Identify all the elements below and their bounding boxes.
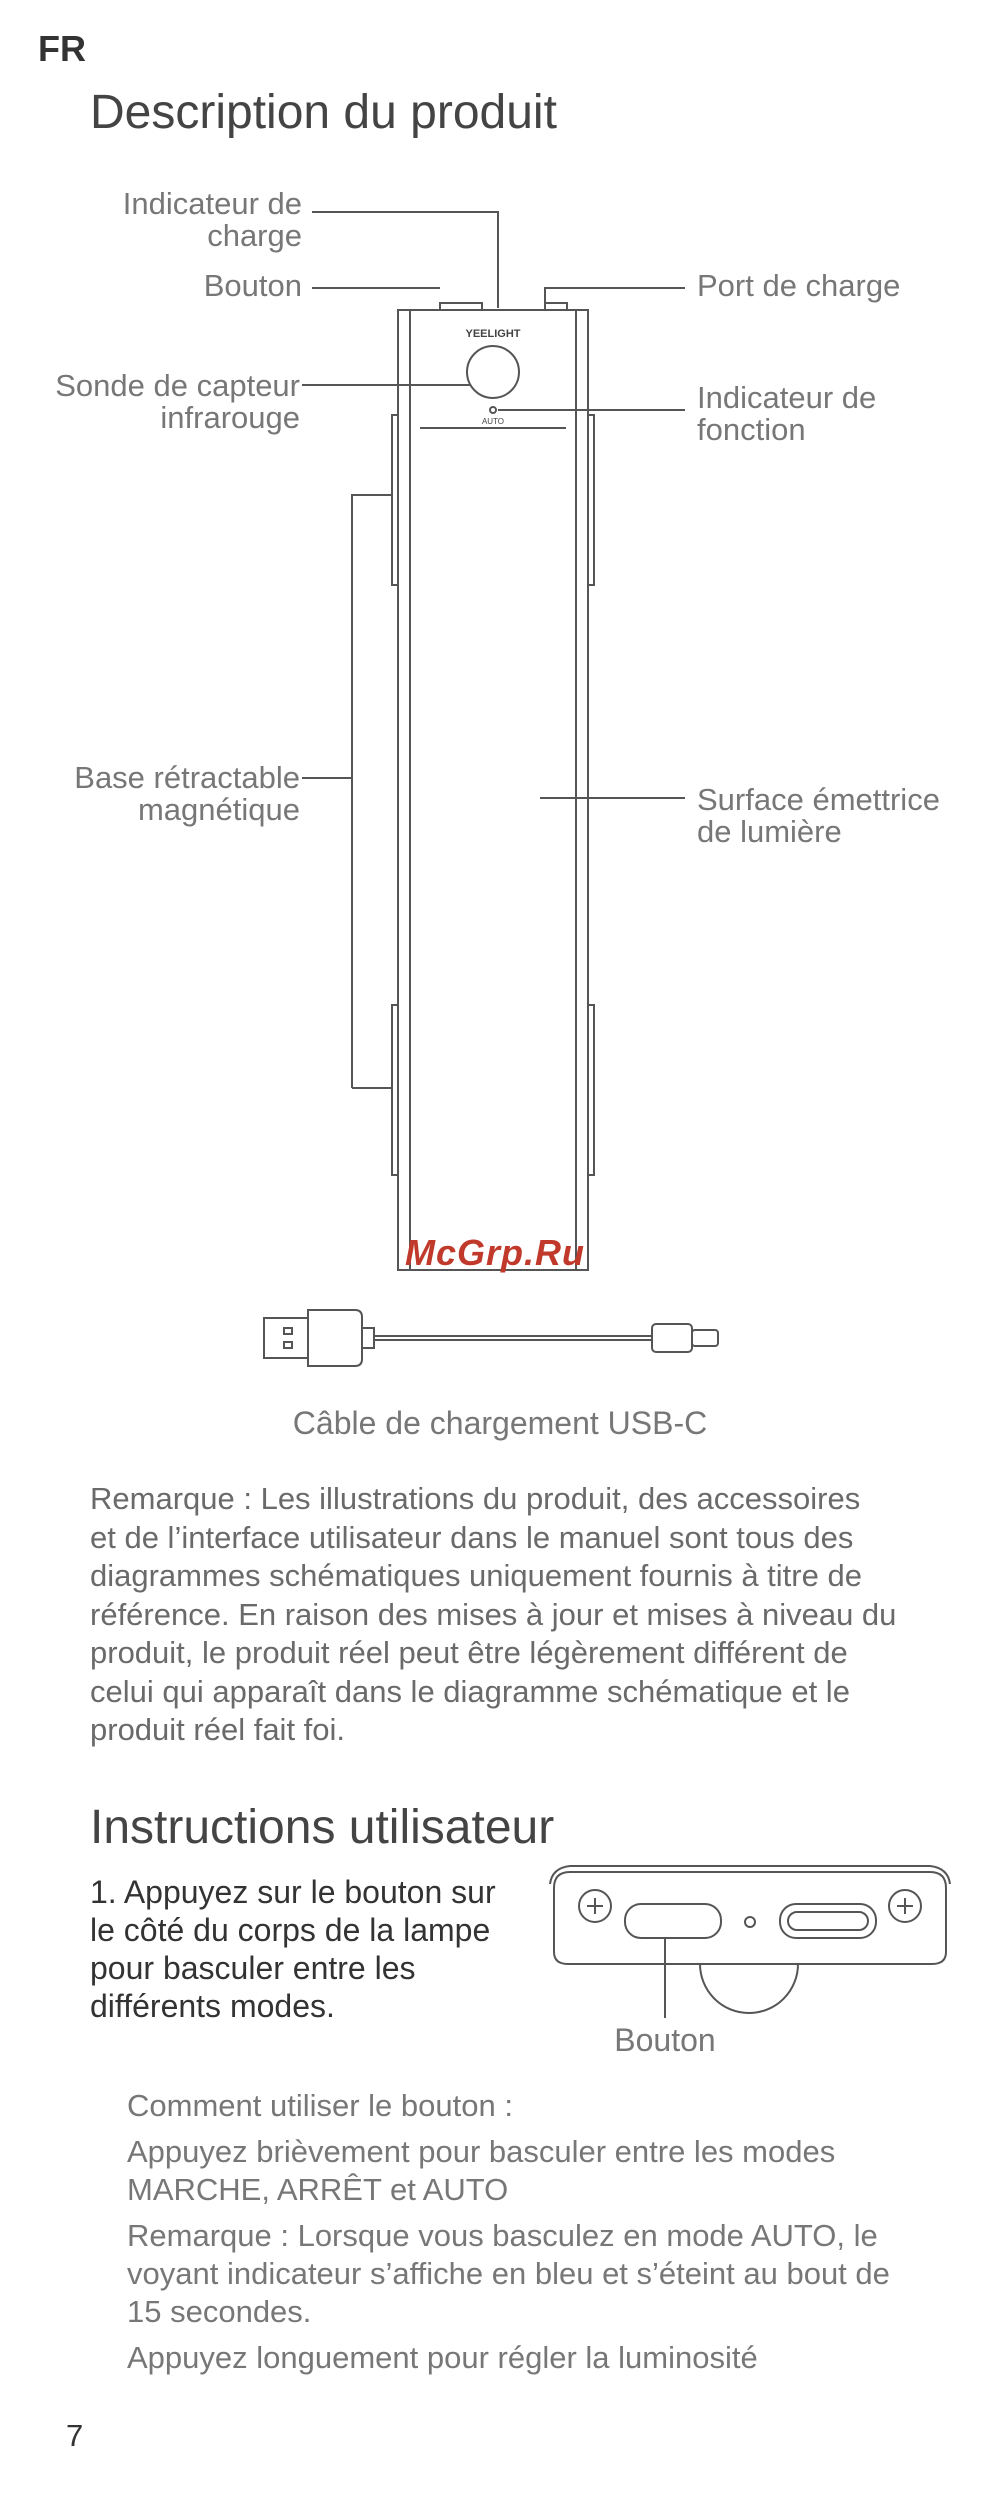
- lamp-side-illustration: [540, 1860, 960, 2020]
- label-function-indicator: Indicateur de fonction: [697, 380, 877, 447]
- label-magnetic-base: Base rétractable magnétique: [74, 760, 300, 827]
- lamp-body: [398, 310, 588, 1270]
- label-button: Bouton: [203, 268, 302, 303]
- cable-caption: Câble de chargement USB-C: [292, 1405, 708, 1441]
- label-ir-sensor: Sonde de capteur infrarouge: [55, 368, 300, 435]
- button-label: Bouton: [614, 2022, 716, 2058]
- ir-sensor: [467, 346, 519, 398]
- how-to-use: Comment utiliser le bouton : Appuyez brièvement pour basculer entre les modes MARCHE, ARRÊT et AUTO Remarque : Lorsque vous basculez en mode AUTO, le voyant indicateur s’affiche en bleu et s’éteint au bout de 15 secondes. Appuyez longuement pour régler la luminosité: [127, 2087, 987, 2377]
- magnetic-strip-top-left: [392, 415, 398, 585]
- usb-c-port: [780, 1904, 876, 1938]
- note-paragraph: Remarque : Les illustrations du produit, des accessoires et de l’interface utilisateur dans le manuel sont tous des diagrammes schématiques uniquement fournis à titre de référence. En raison des mises à jour et mises à niveau du produit, le produit réel peut être légèrement différent de celui qui apparaît dans le diagramme schématique et le produit réel fait foi.: [90, 1481, 897, 1747]
- watermark: McGrp.Ru: [405, 1232, 586, 1273]
- instructions-title: Instructions utilisateur: [90, 1801, 555, 1854]
- label-charge-indicator: Indicateur de charge: [122, 186, 302, 253]
- side-button: [625, 1904, 721, 1938]
- device-auto-label: AUTO: [481, 417, 505, 426]
- page-title: Description du produit: [90, 86, 557, 139]
- step-1: 1. Appuyez sur le bouton sur le côté du corps de la lampe pour basculer entre les différents modes.: [90, 1874, 496, 2024]
- device-brand: YEELIGHT: [465, 328, 521, 340]
- language-code: FR: [38, 28, 86, 69]
- label-charge-port: Port de charge: [697, 268, 901, 303]
- label-light-surface: Surface émettrice de lumière: [697, 782, 940, 849]
- function-indicator: [490, 407, 496, 413]
- usb-cable-illustration: [0, 1290, 1000, 1390]
- page-number: 7: [66, 2418, 84, 2453]
- how-title: Comment utiliser le bouton :: [127, 2088, 513, 2123]
